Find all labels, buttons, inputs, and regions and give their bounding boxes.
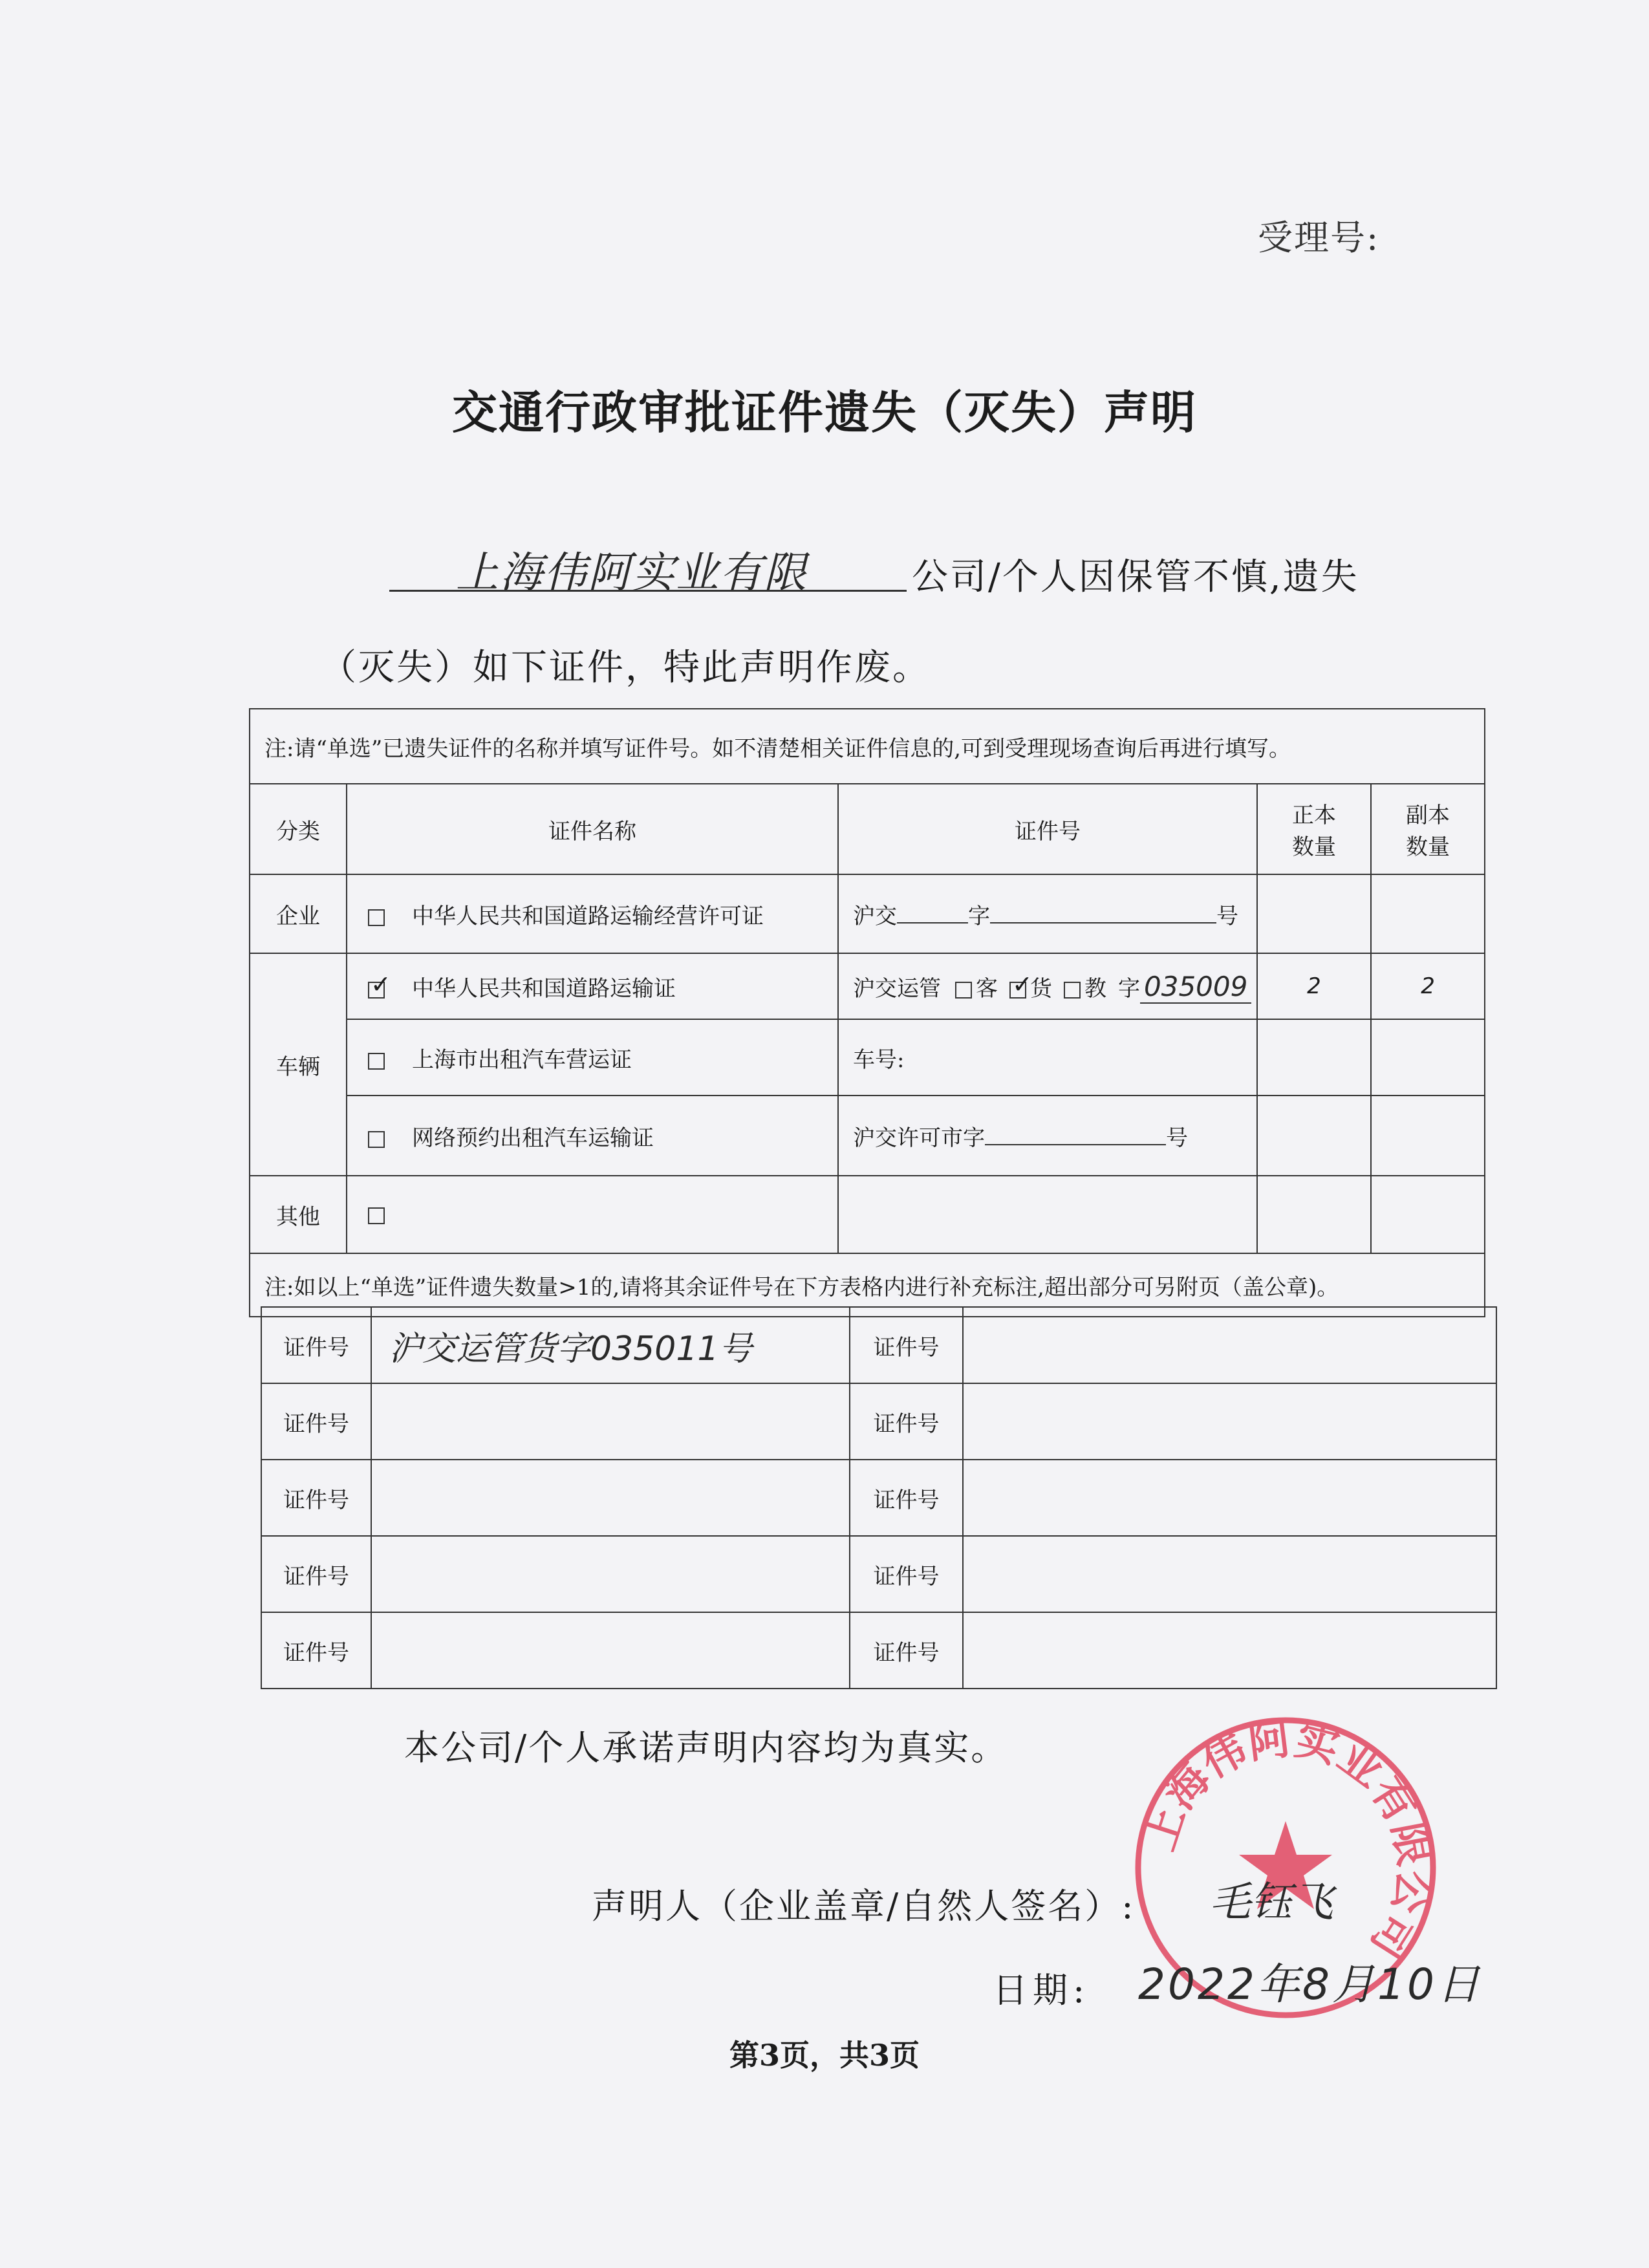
checkbox-other[interactable] [368,1207,385,1224]
supplement-note: 注:如以上“单选”证件遗失数量>1的,请将其余证件号在下方表格内进行补充标注,超出部分可另附页（盖公章)。 [250,1253,1485,1317]
cert-no-label: 证件号 [850,1612,963,1689]
cert-no-entry[interactable] [371,1383,850,1460]
intro-line-2: （灭失）如下证件，特此声明作废。 [320,647,931,689]
cert-no-label: 证件号 [261,1307,371,1383]
cert-no-cell[interactable] [838,1176,1257,1253]
cert-no-entry[interactable] [371,1460,850,1536]
check-mark-icon: ✓ [1012,969,1033,999]
check-mark-icon: ✓ [371,969,391,999]
cert-no-entry[interactable] [963,1307,1496,1383]
header-cert-name: 证件名称 [347,784,838,874]
receipt-number-label: 受理号: [1258,217,1380,258]
original-qty-cell[interactable] [1257,874,1371,953]
declarant-label: 声明人（企业盖章/自然人签名）: [592,1886,1136,1927]
category-enterprise: 企业 [250,874,347,953]
cert-name-cell [347,1096,838,1176]
checkbox-road-transport[interactable] [368,969,391,999]
copy-qty-cell[interactable] [1371,1176,1485,1253]
copy-qty-cell[interactable] [1371,874,1485,953]
table-row [261,1307,1496,1383]
table-row [250,1019,1485,1096]
cert-no-handwritten: 035009 [1140,971,1251,1004]
table-row [250,1176,1485,1253]
original-qty-cell[interactable] [1257,1019,1371,1096]
page-title: 交通行政审批证件遗失（灭失）声明 [452,385,1197,439]
checkbox-taxi[interactable] [368,1053,385,1070]
cert-no-entry[interactable] [371,1612,850,1689]
cert-name-ride-hailing: 网络预约出租汽车运输证 [412,1125,654,1151]
page-number: 第3页，共3页 [729,2038,920,2073]
header-original-qty: 正本 数量 [1257,784,1371,874]
seal-text: 上海伟阿实业有限公司 [1133,1712,1441,1969]
copy-qty-handwritten: 2 [1371,953,1485,1019]
lost-certificate-table [249,708,1485,1317]
cert-name-road-transport: 中华人民共和国道路运输证 [412,975,676,1002]
table-row [261,1460,1496,1536]
cert-no-entry[interactable] [963,1612,1496,1689]
cert-no-entry[interactable] [371,1307,850,1383]
original-qty-cell[interactable] [1257,1176,1371,1253]
cert-no-entry[interactable] [963,1460,1496,1536]
copy-qty-cell[interactable] [1371,1019,1485,1096]
checkbox-cargo[interactable] [1009,969,1033,999]
cert-name-cell [347,953,838,1019]
cert-no-label: 证件号 [261,1612,371,1689]
header-category: 分类 [250,784,347,874]
signature-handwritten: 毛钰飞 [1209,1879,1333,1927]
cert-no-label: 证件号 [850,1536,963,1612]
cert-name-cell [347,1176,838,1253]
cert-no-entry[interactable] [963,1536,1496,1612]
cert-no-entry[interactable] [963,1383,1496,1460]
cert-no-label: 证件号 [261,1536,371,1612]
intro-line-1: 公司/个人因保管不慎,遗失 [912,556,1359,598]
table-row [250,1096,1485,1176]
header-cert-no: 证件号 [838,784,1257,874]
checkbox-operating-permit[interactable] [368,909,385,926]
cert-no-cell: 沪交 字 号 [838,874,1257,953]
table-note: 注:请“单选”已遗失证件的名称并填写证件号。如不清楚相关证件信息的,可到受理现场查询后再进行填写。 [250,709,1485,784]
promise-statement: 本公司/个人承诺声明内容均为真实。 [404,1727,1008,1768]
cert-no-cell: 沪交许可市字 号 [838,1096,1257,1176]
cert-name-operating-permit: 中华人民共和国道路运输经营许可证 [412,903,764,929]
cert-no-label: 证件号 [850,1383,963,1460]
cert-name-taxi: 上海市出租汽车营运证 [412,1046,632,1073]
cert-no-label: 证件号 [261,1383,371,1460]
table-row [261,1383,1496,1460]
cert-name-cell [347,874,838,953]
company-name-handwritten: 上海伟阿实业有限 [456,548,808,598]
cert-no-handwritten: 沪交运管货字035011号 [389,1329,753,1368]
cert-no-entry[interactable] [371,1536,850,1612]
cert-no-label: 证件号 [850,1460,963,1536]
original-qty-cell[interactable] [1257,1096,1371,1176]
table-row [261,1536,1496,1612]
table-row [261,1612,1496,1689]
table-row [250,953,1485,1019]
cert-no-label: 证件号 [850,1307,963,1383]
supplement-table [261,1306,1497,1689]
cert-name-cell [347,1019,838,1096]
original-qty-handwritten: 2 [1257,953,1371,1019]
cert-no-label: 证件号 [261,1460,371,1536]
date-label: 日期: [993,1970,1090,2011]
taxi-plate-label: 车号: [838,1019,1257,1096]
checkbox-passenger[interactable] [955,982,972,999]
cert-no-cell: 沪交运管 客 ✓ 货 教 字 035009 [838,953,1257,1019]
copy-qty-cell[interactable] [1371,1096,1485,1176]
checkbox-teaching[interactable] [1064,982,1081,999]
category-other: 其他 [250,1176,347,1253]
header-copy-qty: 副本 数量 [1371,784,1485,874]
category-vehicle: 车辆 [250,953,347,1176]
checkbox-ride-hailing[interactable] [368,1131,385,1148]
table-row [250,874,1485,953]
date-handwritten: 2022年8月10日 [1138,1960,1482,2009]
